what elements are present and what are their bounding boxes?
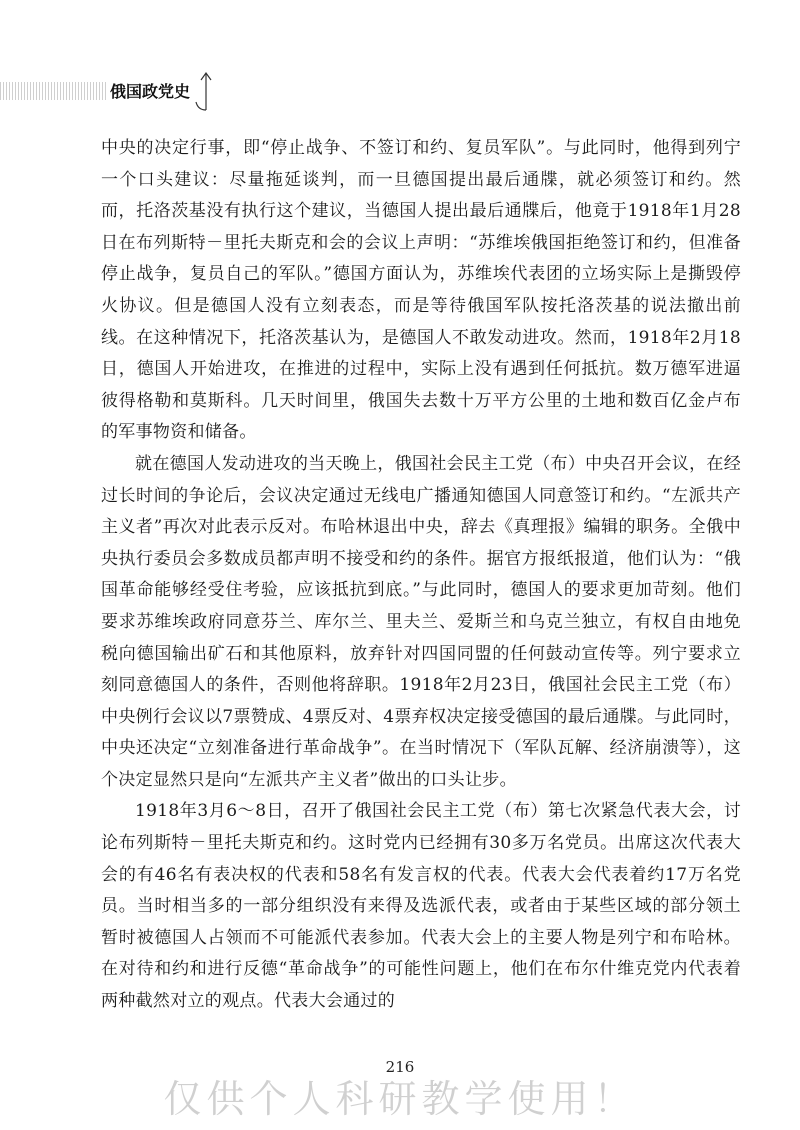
body-text — [101, 133, 741, 1018]
header-arrow-icon — [192, 70, 220, 112]
header-title: 俄国政党史 — [110, 82, 191, 101]
paragraph-2: 就在德国人发动进攻的当天晚上，俄国社会民主工党（布）中央召开会议，在经过长时间的争论后，会议决定通过无线电广播通知德国人同意签订和约。“左派共产主义者”再次对此表示反对。布哈林退出中央，辞去《真理报》编辑的职务。全俄中央执行委员会多数成员都声明不接受和约的条件。据官方报纸报道，他们认为：“俄国革命能够经受住考验，应该抵抗到底。”与此同时，德国人的要求更加苛刻。他们要求苏维埃政府同意芬兰、库尔兰、里夫兰、爱斯兰和乌克兰独立，有权自由地免税向德国输出矿石和其他原料，放弃针对四国同盟的任何鼓动宣传等。列宁要求立刻同意德国人的条件，否则他将辞职。1918年2月23日，俄国社会民主工党（布）中央例行会议以7票赞成、4票反对、4票弃权决定接受德国的最后通牒。与此同时，中央还决定“立刻准备进行革命战争”。在当时情况下（军队瓦解、经济崩溃等），这个决定显然只是向“左派共产主义者”做出的口头让步。 — [101, 453, 741, 790]
header-decorative-band — [0, 82, 112, 100]
paragraph-1: 中央的决定行事，即“停止战争、不签订和约、复员军队”。与此同时，他得到列宁一个口头建议：尽量拖延谈判，而一旦德国提出最后通牒，就必须签订和约。然而，托洛茨基没有执行这个建议，当德国人提出最后通牒后，他竟于1918年1月28日在布列斯特－里托夫斯克和会的会议上声明：“苏维埃俄国拒绝签订和约，但准备停止战争，复员自己的军队。”德国方面认为，苏维埃代表团的立场实际上是撕毁停火协议。但是德国人没有立刻表态，而是等待俄国军队按托洛茨基的说法撤出前线。在这种情况下，托洛茨基认为，是德国人不敢发动进攻。然而，1918年2月18日，德国人开始进攻，在推进的过程中，实际上没有遇到任何抵抗。数万德军进逼彼得格勒和莫斯科。几天时间里，俄国失去数十万平方公里的土地和数百亿金卢布的军事物资和储备。 — [101, 138, 741, 443]
page-number: 216 — [385, 1058, 415, 1076]
watermark: 仅供个人科研教学使用！ — [163, 1077, 637, 1121]
running-header — [0, 62, 260, 122]
paragraph-3: 1918年3月6～8日，召开了俄国社会民主工党（布）第七次紧急代表大会，讨论布列斯特－里托夫斯克和约。这时党内已经拥有30多万名党员。出席这次代表大会的有46名有表决权的代表和58名有发言权的代表。代表大会代表着约17万名党员。当时相当多的一部分组织没有来得及选派代表，或者由于某些区域的部分领土暂时被德国人占领而不可能派代表参加。代表大会上的主要人物是列宁和布哈林。在对待和约和进行反德“革命战争”的可能性问题上，他们在布尔什维克党内代表着两种截然对立的观点。代表大会通过的 — [101, 801, 741, 1012]
